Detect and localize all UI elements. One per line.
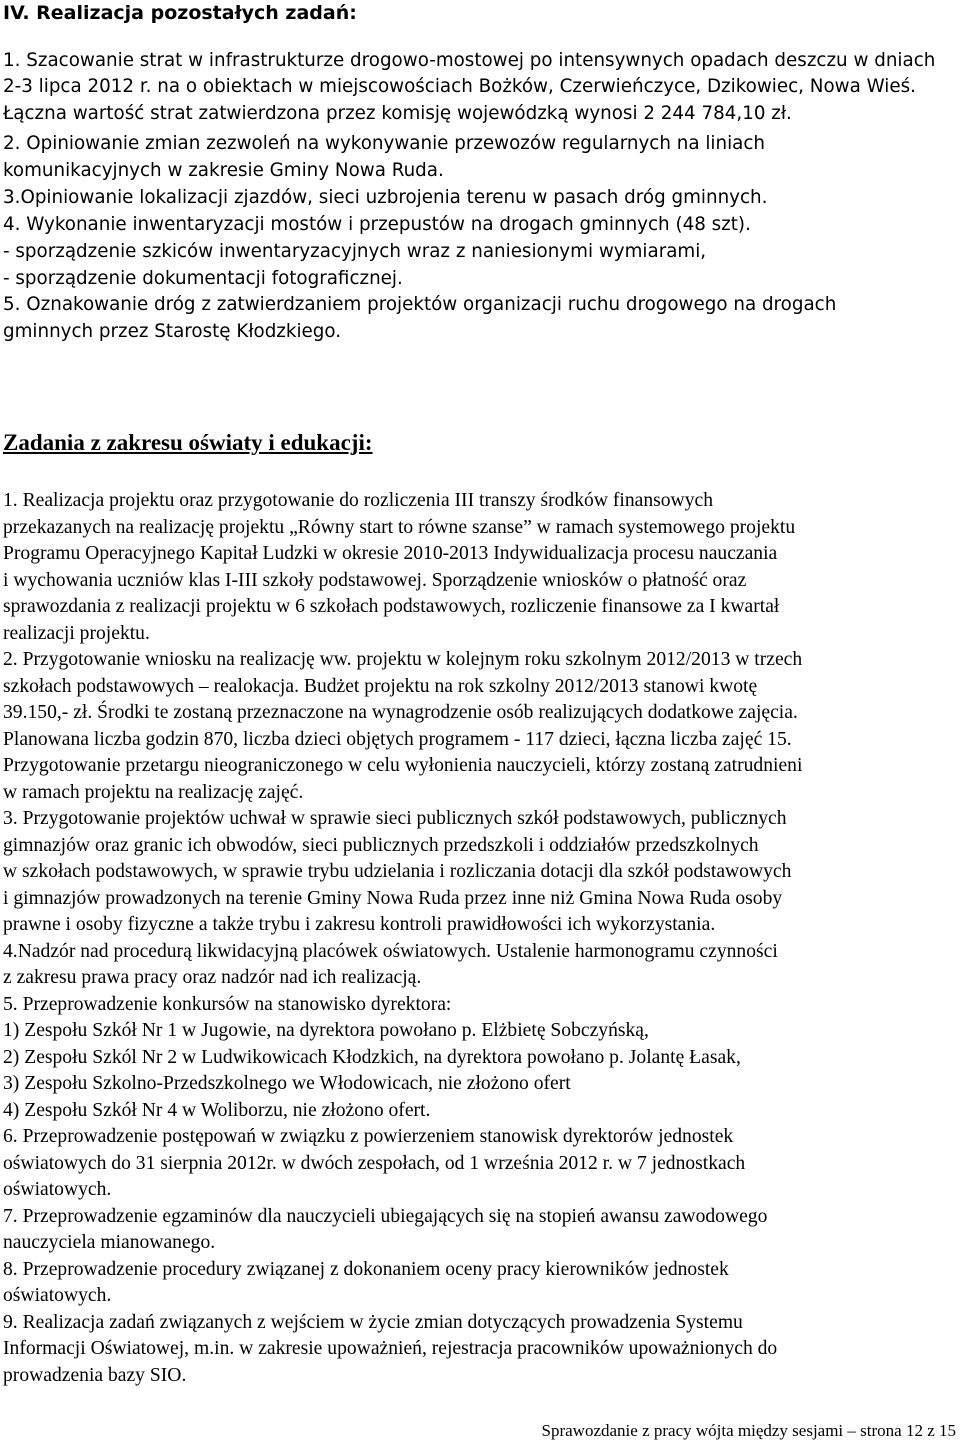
text-line: 9. Realizacja zadań związanych z wejściem w życie zmian dotyczących prowadzenia Systemu: [3, 1312, 743, 1333]
text-line: oświatowych do 31 sierpnia 2012r. w dwóch zespołach, od 1 września 2012 r. w 7 jednostkach: [3, 1153, 746, 1174]
text-line: Łączna wartość strat zatwierdzona przez komisję wojewódzką wynosi 2 244 784,10 zł.: [3, 103, 792, 124]
text-line: w ramach projektu na realizację zajęć.: [3, 782, 304, 803]
section-title: Zadania z zakresu oświaty i edukacji:: [3, 430, 373, 455]
text-line: nauczyciela mianowanego.: [3, 1232, 216, 1253]
text-line: Planowana liczba godzin 870, liczba dzieci objętych programem - 117 dzieci, łączna liczba zajęć 15.: [3, 729, 792, 750]
text-line: 2. Opiniowanie zmian zezwoleń na wykonywanie przewozów regularnych na liniach: [3, 133, 766, 154]
text-line: 3. Przygotowanie projektów uchwał w sprawie sieci publicznych szkół podstawowych, publicznych: [3, 808, 787, 829]
text-line: 2) Zespołu Szkól Nr 2 w Ludwikowicach Kłodzkich, na dyrektora powołano p. Jolantę Łasak,: [3, 1047, 741, 1068]
text-line: i wychowania uczniów klas I-III szkoły podstawowej. Sporządzenie wniosków o płatność oraz: [3, 570, 747, 591]
text-line: 4) Zespołu Szkół Nr 4 w Woliborzu, nie złożono ofert.: [3, 1100, 431, 1121]
text-line: 2. Przygotowanie wniosku na realizację ww. projektu w kolejnym roku szkolnym 2012/2013 w trzech: [3, 649, 803, 670]
page-footer: Sprawozdanie z pracy wójta między sesjami – strona 12 z 15: [541, 1421, 956, 1440]
text-line: sprawozdania z realizacji projektu w 6 szkołach podstawowych, rozliczenie finansowe za I kwartał: [3, 596, 780, 617]
text-line: 6. Przeprowadzenie postępowań w związku z powierzeniem stanowisk dyrektorów jednostek: [3, 1126, 734, 1147]
text-line: 5. Przeprowadzenie konkursów na stanowisko dyrektora:: [3, 994, 452, 1015]
text-line: 8. Przeprowadzenie procedury związanej z dokonaniem oceny pracy kierowników jednostek: [3, 1259, 729, 1280]
text-line: komunikacyjnych w zakresie Gminy Nowa Ruda.: [3, 160, 444, 181]
text-line: 4. Wykonanie inwentaryzacji mostów i przepustów na drogach gminnych (48 szt).: [3, 214, 751, 235]
text-line: 4.Nadzór nad procedurą likwidacyjną placówek oświatowych. Ustalenie harmonogramu czynności: [3, 941, 778, 962]
text-line: 5. Oznakowanie dróg z zatwierdzaniem projektów organizacji ruchu drogowego na drogach: [3, 294, 837, 315]
text-line: prawne i osoby fizyczne a także trybu i zakresu kontroli prawidłowości ich wykorzystania.: [3, 914, 716, 935]
text-line: przekazanych na realizację projektu „Równy start to równe szanse” w ramach systemowego projektu: [3, 517, 796, 538]
text-line: gminnych przez Starostę Kłodzkiego.: [3, 321, 342, 342]
text-line: i gimnazjów prowadzonych na terenie Gminy Nowa Ruda przez inne niż Gmina Nowa Ruda osoby: [3, 888, 783, 909]
text-line: Przygotowanie przetargu nieograniczonego w celu wyłonienia nauczycieli, którzy zostaną zatrudnieni: [3, 755, 803, 776]
text-line: 3.Opiniowanie lokalizacji zjazdów, sieci uzbrojenia terenu w pasach dróg gminnych.: [3, 187, 768, 208]
text-line: 39.150,- zł. Środki te zostaną przeznaczone na wynagrodzenie osób realizujących dodatkowe zajęcia.: [3, 702, 798, 723]
text-line: - sporządzenie dokumentacji fotograficznej.: [3, 268, 403, 289]
text-line: gimnazjów oraz granic ich obwodów, sieci publicznych przedszkoli i oddziałów przedszkolnych: [3, 835, 759, 856]
text-line: w szkołach podstawowych, w sprawie trybu udzielania i rozliczania dotacji dla szkół podstawowych: [3, 861, 792, 882]
text-line: - sporządzenie szkiców inwentaryzacyjnych wraz z naniesionymi wymiarami,: [3, 241, 707, 262]
text-line: Informacji Oświatowej, m.in. w zakresie upoważnień, rejestracja pracowników upoważnionych do: [3, 1338, 778, 1359]
text-line: z zakresu prawa pracy oraz nadzór nad ich realizacją.: [3, 967, 422, 988]
text-line: prowadzenia bazy SIO.: [3, 1365, 187, 1386]
page-heading: IV. Realizacja pozostałych zadań:: [3, 2, 357, 24]
text-line: szkołach podstawowych – realokacja. Budżet projektu na rok szkolny 2012/2013 stanowi kwotę: [3, 676, 758, 697]
text-line: 1. Realizacja projektu oraz przygotowanie do rozliczenia III transzy środków finansowych: [3, 490, 713, 511]
text-line: 1) Zespołu Szkół Nr 1 w Jugowie, na dyrektora powołano p. Elżbietę Sobczyńską,: [3, 1020, 649, 1041]
text-line: Programu Operacyjnego Kapitał Ludzki w okresie 2010-2013 Indywidualizacja procesu nauczania: [3, 543, 778, 564]
text-line: 1. Szacowanie strat w infrastrukturze drogowo-mostowej po intensywnych opadach deszczu w dniach: [3, 50, 936, 71]
text-line: oświatowych.: [3, 1179, 112, 1200]
text-line: oświatowych.: [3, 1285, 112, 1306]
text-line: 7. Przeprowadzenie egzaminów dla nauczycieli ubiegających się na stopień awansu zawodowego: [3, 1206, 768, 1227]
text-line: 3) Zespołu Szkolno-Przedszkolnego we Włodowicach, nie złożono ofert: [3, 1073, 571, 1094]
text-line: realizacji projektu.: [3, 623, 150, 644]
text-line: 2-3 lipca 2012 r. na o obiektach w miejscowościach Bożków, Czerwieńczyce, Dzikowiec, Nowa Wieś.: [3, 76, 916, 97]
